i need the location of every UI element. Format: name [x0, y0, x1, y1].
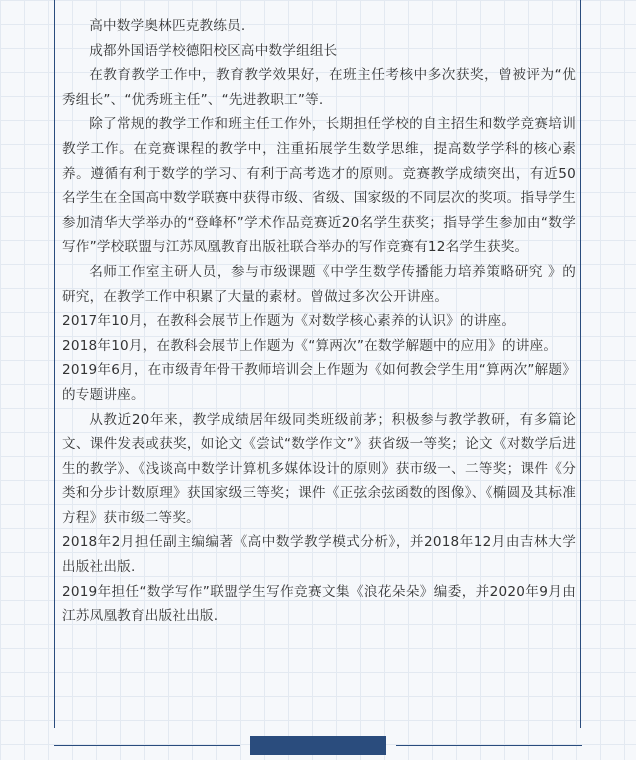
- bio-paragraph-9: 从教近20年来，教学成绩居年级同类班级前茅；积极参与教学教研，有多篇论文、课件发表或获奖，如论文《尝试“数学作文”》获省级一等奖；论文《对数学后进生的教学》、《浅谈高中数学计算机多媒体设计的原则》获市级一、二等奖；课件《分类和分步计数原理》获国家级三等奖；课件《正弦余弦函数的图像》、《椭圆及其标准方程》获市级二等奖。: [62, 411, 576, 526]
- right-border-line: [580, 0, 581, 728]
- bio-paragraph-7: 2018年10月，在教科会展节上作题为《“算两次”在数学解题中的应用》的讲座。: [62, 337, 558, 354]
- bio-paragraph-4: 除了常规的教学工作和班主任工作外，长期担任学校的自主招生和数学竞赛培训教学工作。在竞赛课程的教学中，注重拓展学生数学思维，提高数学学科的核心素养。遵循有利于数学的学习、有利于高考选才的原则。竞赛教学成绩突出，有近50名学生在全国高中数学联赛中获得市级、省级、国家级的不同层次的奖项。指导学生参加清华大学举办的“登峰杯”学术作品竞赛近20名学生获奖；指导学生参加由“数学写作”学校联盟与江苏凤凰教育出版社联合举办的写作竞赛有12名学生获奖。: [62, 116, 576, 256]
- bio-paragraph-8: 2019年6月，在市级青年骨干教师培训会上作题为《如何教会学生用“算两次”解题》的专题讲座。: [62, 362, 576, 403]
- bio-paragraph-11: 2019年担任“数学写作”联盟学生写作竞赛文集《浪花朵朵》编委，并2020年9月由江苏凤凰教育出版社出版.: [62, 583, 576, 625]
- footer-accent-bar: [250, 736, 386, 755]
- footer-divider-left: [54, 745, 240, 746]
- bio-paragraph-5: 名师工作室主研人员，参与市级课题《中学生数学传播能力培养策略研究 》的研究，在教学工作中积累了大量的素材。曾做过多次公开讲座。: [62, 263, 576, 305]
- bio-paragraph-10: 2018年2月担任副主编编著《高中数学教学模式分析》，并2018年12月由吉林大学出版社出版.: [62, 534, 576, 576]
- bio-paragraph-2: 成都外国语学校德阳校区高中数学组组长: [89, 42, 338, 59]
- bio-paragraph-3: 在教育教学工作中，教育教学效果好，在班主任考核中多次获奖，曾被评为“优秀组长”、“优秀班主任”、“先进教职工”等.: [62, 67, 576, 108]
- bio-paragraph-1: 高中数学奥林匹克教练员.: [89, 18, 246, 34]
- footer-divider-right: [396, 745, 582, 746]
- left-border-line: [54, 0, 55, 728]
- biography-text: [62, 14, 576, 629]
- bio-paragraph-6: 2017年10月，在教科会展节上作题为《对数学核心素养的认识》的讲座。: [62, 313, 516, 330]
